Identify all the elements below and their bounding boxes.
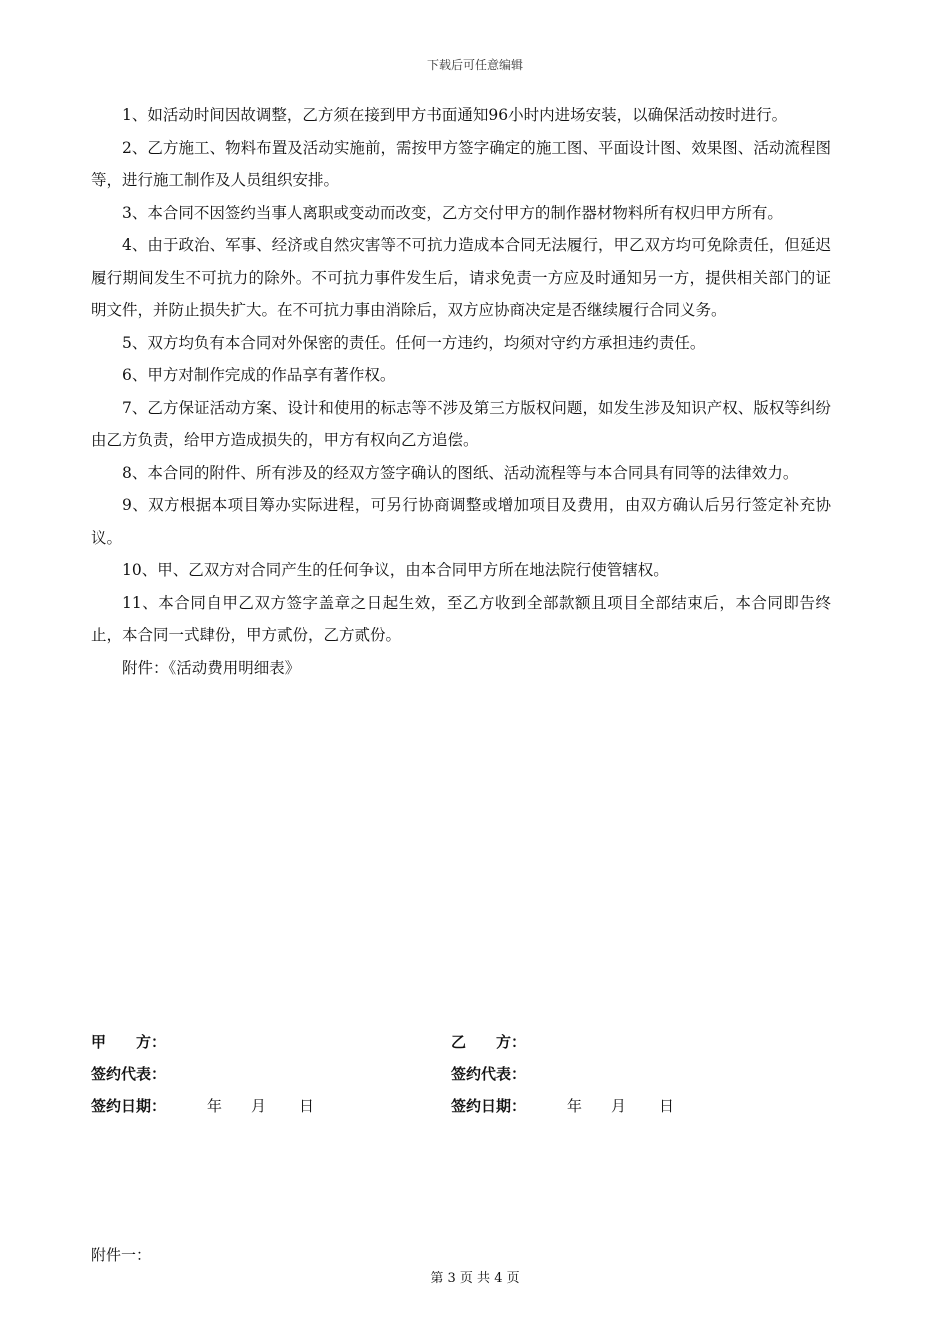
party-b-label: 乙 方： — [451, 1033, 527, 1051]
page-header: 下载后可任意编辑 — [426, 58, 523, 72]
year-label: 年 — [207, 1097, 223, 1115]
month-label: 月 — [611, 1097, 627, 1115]
party-a-date-label: 签约日期： — [91, 1097, 167, 1115]
clause-9: 9、双方根据本项目筹办实际进程，可另行协商调整或增加项目及费用，由双方确认后另行签定补充协议。 — [91, 496, 831, 547]
party-b-date-label: 签约日期： — [451, 1097, 527, 1115]
year-label: 年 — [567, 1097, 583, 1115]
party-a-label: 甲 方： — [91, 1033, 167, 1051]
page-footer: 第 3 页 共 4 页 — [430, 1271, 520, 1286]
party-row — [91, 1031, 831, 1055]
month-label: 月 — [251, 1097, 267, 1115]
party-a-date — [207, 1095, 314, 1116]
party-b-rep-label: 签约代表： — [451, 1065, 527, 1083]
clause-2: 2、乙方施工、物料布置及活动实施前，需按甲方签字确定的施工图、平面设计图、效果图、活动流程图等，进行施工制作及人员组织安排。 — [91, 138, 831, 189]
attachment-note: 附件：《活动费用明细表》 — [122, 658, 301, 677]
party-b-date — [567, 1095, 674, 1116]
clause-3: 3、本合同不因签约当事人离职或变动而改变，乙方交付甲方的制作器材物料所有权归甲方所有。 — [122, 203, 783, 222]
day-label: 日 — [299, 1097, 315, 1115]
clause-5: 5、双方均负有本合同对外保密的责任。任何一方违约，均须对守约方承担违约责任。 — [122, 333, 706, 352]
clause-6: 6、甲方对制作完成的作品享有著作权。 — [122, 366, 396, 384]
clause-8: 8、本合同的附件、所有涉及的经双方签字确认的图纸、活动流程等与本合同具有同等的法律效力。 — [122, 463, 799, 482]
clause-11: 11、本合同自甲乙双方签字盖章之日起生效，至乙方收到全部款额且项目全部结束后，本合同即告终止，本合同一式肆份，甲方贰份，乙方贰份。 — [91, 593, 831, 644]
contract-clauses — [91, 99, 831, 684]
clause-10: 10、甲、乙双方对合同产生的任何争议，由本合同甲方所在地法院行使管辖权。 — [122, 561, 669, 579]
party-a-rep-label: 签约代表： — [91, 1065, 167, 1083]
clause-4: 4、由于政治、军事、经济或自然灾害等不可抗力造成本合同无法履行，甲乙双方均可免除责任，但延迟履行期间发生不可抗力的除外。不可抗力事件发生后，请求免责一方应及时通知另一方，提供相关部门的证明文件，并防止损失扩大。在不可抗力事由消除后，双方应协商决定是否继续履行合同义务。 — [91, 236, 831, 319]
date-row — [91, 1095, 831, 1119]
clause-7: 7、乙方保证活动方案、设计和使用的标志等不涉及第三方版权问题，如发生涉及知识产权、版权等纠纷由乙方负责，给甲方造成损失的，甲方有权向乙方追偿。 — [91, 398, 831, 449]
clause-1: 1、如活动时间因故调整，乙方须在接到甲方书面通知96小时内进场安装，以确保活动按时进行。 — [122, 106, 788, 124]
representative-row — [91, 1063, 831, 1087]
appendix-label: 附件一： — [91, 1246, 152, 1264]
day-label: 日 — [659, 1097, 675, 1115]
